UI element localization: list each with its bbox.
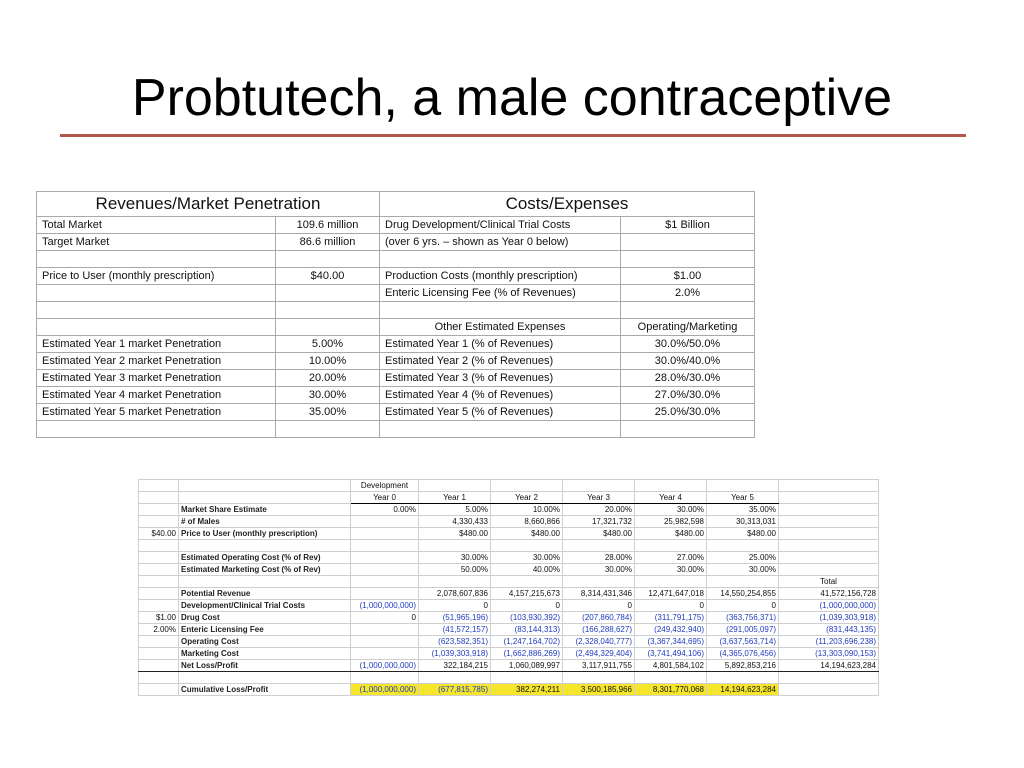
projection-cell: 28.00% (563, 552, 635, 564)
projection-cell: 14,550,254,855 (707, 588, 779, 600)
projection-cell (351, 624, 419, 636)
assumption-cell: 86.6 million (276, 234, 380, 251)
projection-cell (139, 540, 179, 552)
projection-cell (491, 672, 563, 684)
projection-cell: 40.00% (491, 564, 563, 576)
assumption-row (37, 251, 755, 268)
projection-cell: Marketing Cost (179, 648, 351, 660)
assumption-cell: Estimated Year 3 market Penetration (37, 370, 276, 387)
assumption-cell: (over 6 yrs. – shown as Year 0 below) (380, 234, 621, 251)
assumption-cell (380, 421, 621, 438)
projection-cell: 12,471,647,018 (635, 588, 707, 600)
projection-cell: Price to User (monthly prescription) (179, 528, 351, 540)
assumption-cell: Estimated Year 4 (% of Revenues) (380, 387, 621, 404)
projection-cell (779, 684, 879, 696)
assumptions-table (36, 191, 755, 438)
projection-cell (139, 504, 179, 516)
projection-cell: (1,000,000,000) (351, 684, 419, 696)
projection-cell: $480.00 (419, 528, 491, 540)
projection-cell: 2.00% (139, 624, 179, 636)
projection-header-row (139, 480, 879, 492)
projection-cell: (41,572,157) (419, 624, 491, 636)
projection-cell: (4,365,076,456) (707, 648, 779, 660)
projection-cell: $480.00 (563, 528, 635, 540)
assumption-cell: Production Costs (monthly prescription) (380, 268, 621, 285)
projection-cell: 0.00% (351, 504, 419, 516)
projection-cell: 41,572,156,728 (779, 588, 879, 600)
projection-cell: Operating Cost (179, 636, 351, 648)
projection-cell (351, 540, 419, 552)
projection-cell (779, 672, 879, 684)
projection-cell (139, 636, 179, 648)
assumption-row (37, 353, 755, 370)
projection-cell: (3,637,563,714) (707, 636, 779, 648)
projection-cell: Estimated Marketing Cost (% of Rev) (179, 564, 351, 576)
assumption-row (37, 319, 755, 336)
projection-cell: (3,741,494,106) (635, 648, 707, 660)
assumption-row (37, 234, 755, 251)
projection-cell (179, 540, 351, 552)
projection-cell: 30.00% (419, 552, 491, 564)
projection-cell: (1,039,303,918) (419, 648, 491, 660)
projection-cell (351, 636, 419, 648)
assumption-cell: 5.00% (276, 336, 380, 353)
assumption-row (37, 387, 755, 404)
projection-cell (139, 600, 179, 612)
projection-cell: Year 1 (419, 492, 491, 504)
projection-cell (491, 540, 563, 552)
projection-cell: 8,301,770,068 (635, 684, 707, 696)
assumption-cell: Estimated Year 2 (% of Revenues) (380, 353, 621, 370)
projection-cell (351, 528, 419, 540)
projection-cell (351, 576, 419, 588)
projection-cell: Net Loss/Profit (179, 660, 351, 672)
assumption-cell (37, 285, 276, 302)
projection-cell (419, 576, 491, 588)
projection-cell (351, 552, 419, 564)
projection-cell (179, 576, 351, 588)
projection-cell (139, 648, 179, 660)
projection-cell: # of Males (179, 516, 351, 528)
projection-cell (491, 576, 563, 588)
assumption-cell: Drug Development/Clinical Trial Costs (380, 217, 621, 234)
projection-cell: $480.00 (491, 528, 563, 540)
projection-cell: (1,662,886,269) (491, 648, 563, 660)
assumption-cell: 2.0% (621, 285, 755, 302)
assumption-cell: 30.00% (276, 387, 380, 404)
projection-row (139, 600, 879, 612)
projection-cell (179, 480, 351, 492)
slide-title: Probtutech, a male contraceptive (131, 69, 893, 127)
projection-cell (139, 564, 179, 576)
assumption-cell (276, 302, 380, 319)
projection-cell: 8,314,431,346 (563, 588, 635, 600)
projection-cell (139, 672, 179, 684)
assumption-cell: 27.0%/30.0% (621, 387, 755, 404)
projection-cell (419, 672, 491, 684)
projection-cell (351, 648, 419, 660)
projection-cell: 3,117,911,755 (563, 660, 635, 672)
projection-cell: 30.00% (563, 564, 635, 576)
projection-cell: Year 4 (635, 492, 707, 504)
projection-cell: 30,313,031 (707, 516, 779, 528)
projection-cell (139, 492, 179, 504)
assumption-cell: 28.0%/30.0% (621, 370, 755, 387)
projection-cell (707, 480, 779, 492)
assumption-cell: $40.00 (276, 268, 380, 285)
projection-cell: Enteric Licensing Fee (179, 624, 351, 636)
title-underline (60, 134, 966, 137)
projection-cell: Drug Cost (179, 612, 351, 624)
projection-cell: (831,443,135) (779, 624, 879, 636)
assumption-cell: Enteric Licensing Fee (% of Revenues) (380, 285, 621, 302)
assumption-cell: Price to User (monthly prescription) (37, 268, 276, 285)
revenues-header: Revenues/Market Penetration (37, 192, 380, 217)
assumption-cell (621, 251, 755, 268)
projection-row (139, 564, 879, 576)
projection-cell: 30.00% (635, 504, 707, 516)
projection-cell: $40.00 (139, 528, 179, 540)
assumption-cell: 109.6 million (276, 217, 380, 234)
assumption-cell: Estimated Year 5 (% of Revenues) (380, 404, 621, 421)
assumption-cell: $1.00 (621, 268, 755, 285)
projection-cell: (1,000,000,000) (351, 600, 419, 612)
assumption-cell: 35.00% (276, 404, 380, 421)
projection-row (139, 684, 879, 696)
projection-cell: Development (351, 480, 419, 492)
projection-cell (779, 564, 879, 576)
projection-row (139, 588, 879, 600)
projection-cell: 4,801,584,102 (635, 660, 707, 672)
projection-cell (139, 588, 179, 600)
projection-cell (563, 576, 635, 588)
projection-cell (491, 480, 563, 492)
projection-cell: (2,328,040,777) (563, 636, 635, 648)
projection-cell: 0 (707, 600, 779, 612)
assumption-row (37, 268, 755, 285)
projection-row (139, 516, 879, 528)
projection-cell (351, 564, 419, 576)
projection-row (139, 528, 879, 540)
projection-cell: 0 (419, 600, 491, 612)
assumption-row (37, 217, 755, 234)
assumption-cell (37, 302, 276, 319)
assumption-cell (37, 319, 276, 336)
projection-cell: 2,078,607,836 (419, 588, 491, 600)
projection-cell (563, 540, 635, 552)
assumption-cell (276, 251, 380, 268)
projection-cell: (3,367,344,695) (635, 636, 707, 648)
assumption-cell (380, 302, 621, 319)
assumption-cell (621, 421, 755, 438)
projection-cell (707, 540, 779, 552)
projection-cell (779, 480, 879, 492)
projection-cell: (13,303,090,153) (779, 648, 879, 660)
assumption-cell (621, 302, 755, 319)
assumption-row (37, 285, 755, 302)
assumption-cell: Estimated Year 3 (% of Revenues) (380, 370, 621, 387)
projection-row (139, 612, 879, 624)
projection-cell (707, 672, 779, 684)
projection-cell: (291,005,097) (707, 624, 779, 636)
projection-cell: (249,432,940) (635, 624, 707, 636)
projection-row (139, 504, 879, 516)
assumption-cell: Total Market (37, 217, 276, 234)
assumption-cell: Estimated Year 5 market Penetration (37, 404, 276, 421)
projection-cell: Year 5 (707, 492, 779, 504)
projection-cell: 322,184,215 (419, 660, 491, 672)
assumption-cell: 20.00% (276, 370, 380, 387)
assumption-cell (380, 251, 621, 268)
projection-cell: 4,157,215,673 (491, 588, 563, 600)
projection-cell: Potential Revenue (179, 588, 351, 600)
projection-row (139, 660, 879, 672)
assumption-cell: $1 Billion (621, 217, 755, 234)
projection-cell: Cumulative Loss/Profit (179, 684, 351, 696)
projection-cell: (311,791,175) (635, 612, 707, 624)
projection-cell: 8,660,866 (491, 516, 563, 528)
assumption-cell: 30.0%/40.0% (621, 353, 755, 370)
projection-cell: $480.00 (707, 528, 779, 540)
projection-cell: 30.00% (491, 552, 563, 564)
projection-cell: Year 2 (491, 492, 563, 504)
assumption-row (37, 421, 755, 438)
projection-cell (635, 672, 707, 684)
projection-cell: 10.00% (491, 504, 563, 516)
projection-row (139, 636, 879, 648)
assumption-cell (276, 285, 380, 302)
projection-cell: Estimated Operating Cost (% of Rev) (179, 552, 351, 564)
assumption-cell: Estimated Year 1 market Penetration (37, 336, 276, 353)
projection-cell: 27.00% (635, 552, 707, 564)
assumption-cell: Estimated Year 2 market Penetration (37, 353, 276, 370)
projection-cell: 25,982,598 (635, 516, 707, 528)
projection-cell (779, 540, 879, 552)
assumption-cell: 30.0%/50.0% (621, 336, 755, 353)
projection-cell: 382,274,211 (491, 684, 563, 696)
projection-cell: Development/Clinical Trial Costs (179, 600, 351, 612)
projection-cell: 0 (635, 600, 707, 612)
projection-cell: (207,860,784) (563, 612, 635, 624)
projection-cell: (2,494,329,404) (563, 648, 635, 660)
projection-row (139, 648, 879, 660)
projection-cell: (1,000,000,000) (351, 660, 419, 672)
assumption-cell: Estimated Year 1 (% of Revenues) (380, 336, 621, 353)
projection-cell (139, 660, 179, 672)
assumption-row (37, 336, 755, 353)
projection-row (139, 540, 879, 552)
projection-cell: (1,039,303,918) (779, 612, 879, 624)
projection-cell: Year 3 (563, 492, 635, 504)
projection-cell: 4,330,433 (419, 516, 491, 528)
projection-cell (779, 492, 879, 504)
projection-header-row (139, 492, 879, 504)
projection-cell: Year 0 (351, 492, 419, 504)
assumption-cell: Target Market (37, 234, 276, 251)
projection-cell (635, 540, 707, 552)
projection-cell (139, 516, 179, 528)
assumption-cell (37, 251, 276, 268)
projection-cell: (623,582,351) (419, 636, 491, 648)
projection-cell (779, 552, 879, 564)
projection-cell: (1,000,000,000) (779, 600, 879, 612)
projection-row (139, 624, 879, 636)
projection-cell: 50.00% (419, 564, 491, 576)
assumption-cell (276, 421, 380, 438)
assumption-cell: Other Estimated Expenses (380, 319, 621, 336)
projection-cell (351, 672, 419, 684)
projection-cell: 30.00% (635, 564, 707, 576)
projection-cell: 30.00% (707, 564, 779, 576)
projection-cell: 35.00% (707, 504, 779, 516)
projection-cell: 1,060,089,997 (491, 660, 563, 672)
projection-cell (139, 480, 179, 492)
assumption-cell (621, 234, 755, 251)
projection-row (139, 576, 879, 588)
projection-cell: (51,965,196) (419, 612, 491, 624)
assumption-row (37, 370, 755, 387)
projection-cell: (363,756,371) (707, 612, 779, 624)
projection-cell (419, 480, 491, 492)
projection-cell: (677,815,785) (419, 684, 491, 696)
projection-cell: 20.00% (563, 504, 635, 516)
projection-cell (139, 576, 179, 588)
projection-cell: 5.00% (419, 504, 491, 516)
projection-cell: 3,500,185,966 (563, 684, 635, 696)
projection-cell (635, 576, 707, 588)
projection-cell: $480.00 (635, 528, 707, 540)
projection-cell (707, 576, 779, 588)
assumption-cell: Operating/Marketing (621, 319, 755, 336)
costs-header: Costs/Expenses (380, 192, 755, 217)
projection-table (138, 479, 879, 696)
projection-cell (179, 492, 351, 504)
assumption-cell (276, 319, 380, 336)
projection-cell (779, 528, 879, 540)
projection-cell (351, 516, 419, 528)
projection-cell: (166,288,627) (563, 624, 635, 636)
assumption-cell (37, 421, 276, 438)
projection-cell: 0 (491, 600, 563, 612)
projection-cell: 14,194,623,284 (779, 660, 879, 672)
projection-cell: 0 (351, 612, 419, 624)
assumption-cell: Estimated Year 4 market Penetration (37, 387, 276, 404)
projection-cell: 17,321,732 (563, 516, 635, 528)
projection-cell: $1.00 (139, 612, 179, 624)
projection-cell: 5,892,853,216 (707, 660, 779, 672)
projection-cell: (83,144,313) (491, 624, 563, 636)
projection-cell (779, 504, 879, 516)
projection-cell (139, 684, 179, 696)
assumption-row (37, 302, 755, 319)
projection-cell: 0 (563, 600, 635, 612)
projection-cell (563, 672, 635, 684)
projection-cell (179, 672, 351, 684)
projection-cell: Market Share Estimate (179, 504, 351, 516)
projection-cell (139, 552, 179, 564)
projection-cell (351, 588, 419, 600)
projection-cell: Total (779, 576, 879, 588)
assumption-cell: 25.0%/30.0% (621, 404, 755, 421)
projection-cell: (11,203,696,238) (779, 636, 879, 648)
assumption-cell: 10.00% (276, 353, 380, 370)
projection-cell (563, 480, 635, 492)
projection-row (139, 552, 879, 564)
assumption-row (37, 404, 755, 421)
projection-row (139, 672, 879, 684)
projection-cell (419, 540, 491, 552)
projection-cell: 25.00% (707, 552, 779, 564)
projection-cell (635, 480, 707, 492)
projection-cell: 14,194,623,284 (707, 684, 779, 696)
projection-cell: (103,930,392) (491, 612, 563, 624)
projection-cell (779, 516, 879, 528)
projection-cell: (1,247,164,702) (491, 636, 563, 648)
